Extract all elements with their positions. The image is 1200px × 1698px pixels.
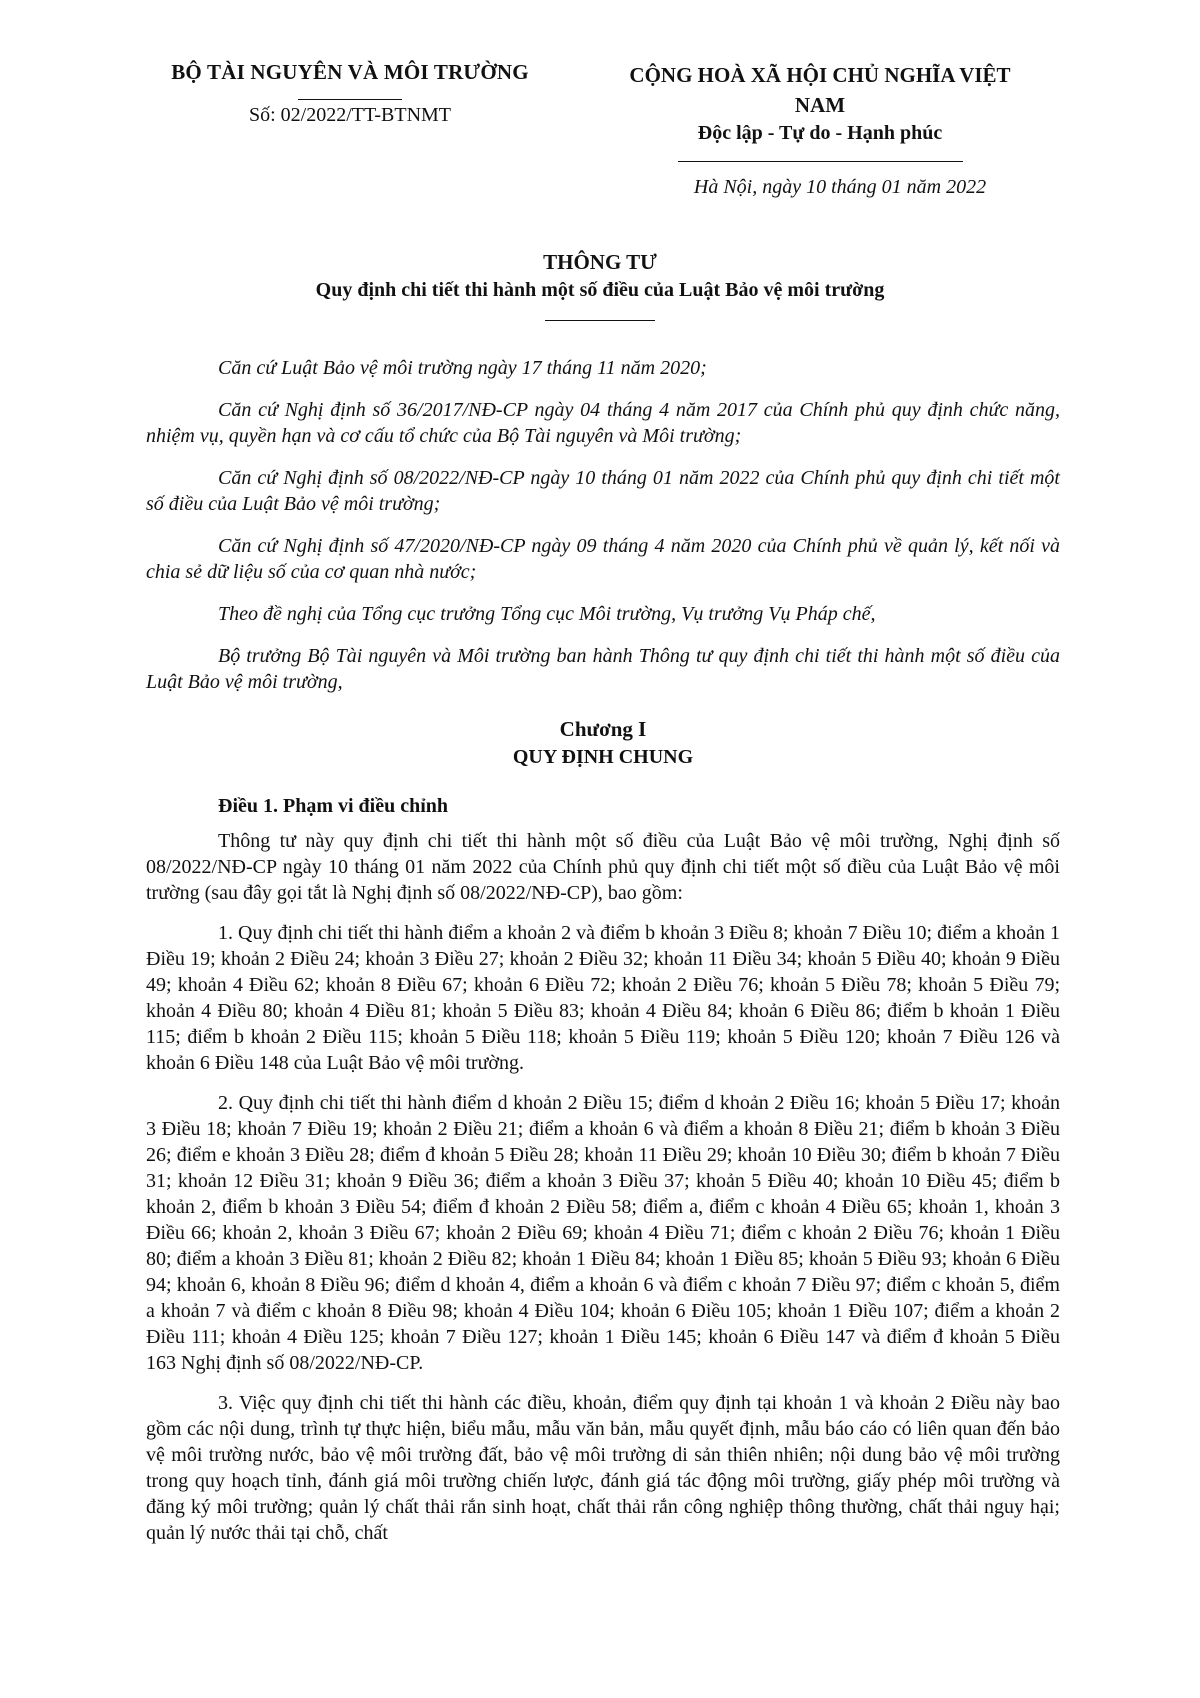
issuing-agency-block (140, 60, 560, 127)
document-body (146, 355, 1060, 1560)
issuing-agency: BỘ TÀI NGUYÊN VÀ MÔI TRƯỜNG (171, 60, 529, 84)
article-intro: Thông tư này quy định chi tiết thi hành một số điều của Luật Bảo vệ môi trường, Nghị định số 08/2022/NĐ-CP ngày 10 tháng 01 năm 2022 của Chính phủ quy định chi tiết một số điều của Luật Bảo vệ môi trường (sau đây gọi tắt là Nghị định số 08/2022/NĐ-CP), bao gồm: (146, 830, 1060, 904)
article-clause-3: 3. Việc quy định chi tiết thi hành các điều, khoản, điểm quy định tại khoản 1 và khoản 2 Điều này bao gồm các nội dung, trình tự thực hiện, biểu mẫu, mẫu văn bản, mẫu quyết định, mẫu báo cáo có liên quan đến bảo vệ môi trường nước, bảo vệ môi trường đất, bảo vệ môi trường di sản thiên nhiên; nội dung bảo vệ môi trường trong quy hoạch tỉnh, đánh giá môi trường chiến lược, đánh giá tác động môi trường, giấy phép môi trường và đăng ký môi trường; quản lý chất thải rắn sinh hoạt, chất thải rắn công nghiệp thông thường, chất thải nguy hại; quản lý nước thải tại chỗ, chất (146, 1392, 1060, 1544)
document-number: Số: 02/2022/TT-BTNMT (248, 104, 452, 126)
national-title-block (570, 60, 1070, 199)
document-title-block (0, 250, 1200, 321)
article-title: Điều 1. Phạm vi điều chỉnh (218, 795, 449, 817)
place-and-date: Hà Nội, ngày 10 tháng 01 năm 2022 (693, 176, 987, 198)
legal-basis-item: Căn cứ Nghị định số 08/2022/NĐ-CP ngày 10 tháng 01 năm 2022 của Chính phủ quy định chi tiết một số điều của Luật Bảo vệ môi trường; (146, 467, 1060, 515)
national-motto: Độc lập - Tự do - Hạnh phúc (697, 122, 943, 144)
legal-basis-item: Bộ trưởng Bộ Tài nguyên và Môi trường ban hành Thông tư quy định chi tiết thi hành một số điều của Luật Bảo vệ môi trường, (146, 645, 1060, 693)
chapter-heading (146, 717, 1060, 769)
title-underline (545, 320, 655, 321)
chapter-number: Chương I (559, 717, 647, 741)
article-clause-2: 2. Quy định chi tiết thi hành điểm d khoản 2 Điều 15; điểm d khoản 2 Điều 16; khoản 5 Điều 17; khoản 3 Điều 18; khoản 7 Điều 19; khoản 2 Điều 21; điểm a khoản 6 và điểm a khoản 8 Điều 21; điểm b khoản 3 Điều 26; điểm e khoản 3 Điều 28; điểm đ khoản 5 Điều 28; khoản 11 Điều 29; khoản 10 Điều 30; điểm b khoản 7 Điều 31; khoản 12 Điều 31; khoản 9 Điều 36; điểm a khoản 3 Điều 37; khoản 5 Điều 40; khoản 10 Điều 45; điểm b khoản 2, điểm b khoản 3 Điều 54; điểm đ khoản 2 Điều 58; điểm a, điểm c khoản 4 Điều 65; khoản 1, khoản 3 Điều 66; khoản 2, khoản 3 Điều 67; khoản 2 Điều 69; khoản 4 Điều 71; điểm c khoản 2 Điều 76; khoản 1 Điều 80; điểm a khoản 3 Điều 81; khoản 2 Điều 82; khoản 1 Điều 84; khoản 1 Điều 85; khoản 5 Điều 93; khoản 6 Điều 94; khoản 6, khoản 8 Điều 96; điểm d khoản 4, điểm a khoản 6 và điểm c khoản 7 Điều 97; điểm c khoản 5, điểm a khoản 7 và điểm c khoản 8 Điều 98; khoản 4 Điều 104; khoản 6 Điều 105; khoản 1 Điều 107; điểm a khoản 2 Điều 111; khoản 4 Điều 125; khoản 7 Điều 127; khoản 1 Điều 145; khoản 6 Điều 147 và điểm đ khoản 5 Điều 163 Nghị định số 08/2022/NĐ-CP. (146, 1092, 1060, 1374)
legal-basis-item: Căn cứ Nghị định số 47/2020/NĐ-CP ngày 09 tháng 4 năm 2020 của Chính phủ về quản lý, kết nối và chia sẻ dữ liệu số của cơ quan nhà nước; (146, 535, 1060, 583)
legal-basis-item: Căn cứ Nghị định số 36/2017/NĐ-CP ngày 04 tháng 4 năm 2017 của Chính phủ quy định chức năng, nhiệm vụ, quyền hạn và cơ cấu tổ chức của Bộ Tài nguyên và Môi trường; (146, 399, 1060, 447)
legal-basis-item: Theo đề nghị của Tổng cục trưởng Tổng cục Môi trường, Vụ trưởng Vụ Pháp chế, (218, 603, 876, 625)
document-subject: Quy định chi tiết thi hành một số điều của Luật Bảo vệ môi trường (315, 279, 885, 301)
legal-basis-item: Căn cứ Luật Bảo vệ môi trường ngày 17 tháng 11 năm 2020; (218, 357, 707, 379)
chapter-title: QUY ĐỊNH CHUNG (512, 746, 694, 768)
article-clause-1: 1. Quy định chi tiết thi hành điểm a khoản 2 và điểm b khoản 3 Điều 8; khoản 7 Điều 10; điểm a khoản 1 Điều 19; khoản 2 Điều 24; khoản 3 Điều 27; khoản 2 Điều 32; khoản 11 Điều 34; khoản 5 Điều 40; khoản 9 Điều 49; khoản 4 Điều 62; khoản 8 Điều 67; khoản 6 Điều 72; khoản 2 Điều 76; khoản 5 Điều 78; khoản 5 Điều 79; khoản 4 Điều 80; khoản 4 Điều 81; khoản 5 Điều 83; khoản 4 Điều 84; khoản 6 Điều 86; điểm b khoản 1 Điều 115; điểm b khoản 2 Điều 115; khoản 5 Điều 118; khoản 5 Điều 119; khoản 5 Điều 120; khoản 7 Điều 126 và khoản 6 Điều 148 của Luật Bảo vệ môi trường. (146, 922, 1060, 1074)
country-name: CỘNG HOÀ XÃ HỘI CHỦ NGHĨA VIỆT NAM (629, 63, 1011, 117)
agency-underline (298, 99, 402, 100)
document-type: THÔNG TƯ (543, 250, 657, 274)
motto-underline (678, 161, 963, 162)
